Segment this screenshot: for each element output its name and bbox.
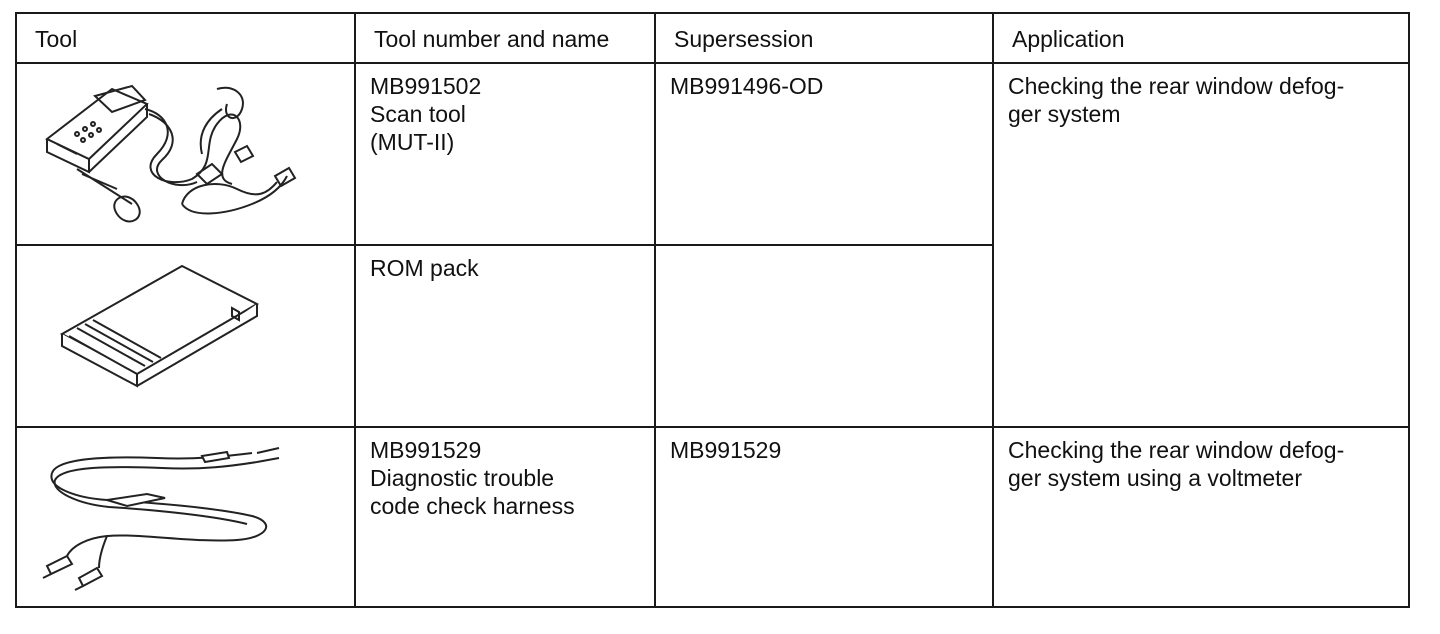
scan-tool-illustration xyxy=(17,64,353,244)
special-tools-table xyxy=(15,12,1410,608)
tool-number-cell: MB991502 Scan tool (MUT-II) xyxy=(355,63,655,245)
application-cell: Checking the rear window defog- ger system using a voltmeter xyxy=(993,427,1409,607)
supersession-cell: MB991529 xyxy=(655,427,993,607)
tool-number-cell: MB991529 Diagnostic trouble code check harness xyxy=(355,427,655,607)
supersession-cell xyxy=(655,245,993,427)
rom-pack-illustration xyxy=(17,246,353,426)
harness-illustration xyxy=(17,428,353,608)
table-header-row xyxy=(16,13,1409,63)
tool-image-cell xyxy=(16,63,355,245)
tool-image-cell xyxy=(16,427,355,607)
supersession-cell: MB991496-OD xyxy=(655,63,993,245)
table-row xyxy=(16,63,1409,245)
header-application: Application xyxy=(993,13,1409,63)
header-tool: Tool xyxy=(16,13,355,63)
header-tool-number: Tool number and name xyxy=(355,13,655,63)
table-row xyxy=(16,427,1409,607)
tool-image-cell xyxy=(16,245,355,427)
header-supersession: Supersession xyxy=(655,13,993,63)
application-cell: Checking the rear window defog- ger system xyxy=(993,63,1409,427)
tool-number-cell: ROM pack xyxy=(355,245,655,427)
